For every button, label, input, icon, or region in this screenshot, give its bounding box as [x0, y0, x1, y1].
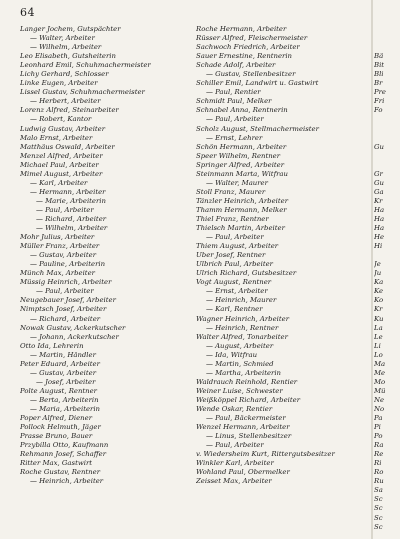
directory-entry: — Gustav, Stellenbesitzer: [206, 70, 296, 79]
directory-entry: Müssig Heinrich, Arbeiter: [20, 278, 112, 287]
cropped-entry-fragment: Hi: [374, 242, 383, 251]
directory-entry: Wagner Heinrich, Arbeiter: [196, 314, 290, 323]
directory-entry: Malo Ernst, Arbeiter: [20, 133, 93, 142]
directory-entry: Schnabel Anna, Rentnerin: [196, 106, 288, 115]
directory-entry: Schön Hermann, Arbeiter: [196, 142, 287, 151]
cropped-entry-fragment: Ku: [374, 314, 384, 323]
cropped-entry-fragment: Br: [374, 79, 383, 88]
cropped-entry-fragment: Sc: [374, 513, 383, 522]
directory-entry: — Martha, Arbeiterin: [206, 368, 281, 377]
cropped-entry-fragment: Ri: [374, 459, 382, 468]
cropped-entry-fragment: Ro: [374, 468, 384, 477]
directory-entry: Thamm Hermann, Melker: [196, 205, 287, 214]
directory-entry: Uber Josef, Rentner: [196, 251, 266, 260]
directory-entry: Sauer Ernestine, Rentnerin: [196, 52, 292, 61]
directory-entry: — Richard, Arbeiter: [36, 214, 107, 223]
cropped-entry-fragment: Mo: [374, 377, 386, 386]
directory-entry: Schiller Emil, Landwirt u. Gastwirt: [196, 79, 319, 88]
directory-entry: Münch Max, Arbeiter: [20, 269, 95, 278]
cropped-entry-fragment: Pa: [374, 414, 383, 423]
directory-entry: Menzel Alfred, Arbeiter: [20, 151, 103, 160]
directory-entry: — Wilhelm, Arbeiter: [30, 43, 102, 52]
cropped-entry-fragment: Me: [374, 368, 386, 377]
directory-entry: — Linus, Stellenbesitzer: [206, 432, 292, 441]
cropped-entry-fragment: Gr: [374, 169, 383, 178]
cropped-entry-fragment: Ju: [374, 269, 382, 278]
cropped-entry-fragment: Le: [374, 332, 383, 341]
directory-entry: Weiner Luise, Schwester: [196, 386, 283, 395]
directory-entry: — Paul, Arbeiter: [36, 205, 94, 214]
directory-entry: Ulrich Richard, Gutsbesitzer: [196, 269, 297, 278]
directory-entry: Weißköppel Richard, Arbeiter: [196, 395, 301, 404]
directory-entry: — Ida, Witfrau: [206, 350, 258, 359]
cropped-entry-fragment: Fo: [374, 106, 383, 115]
cropped-entry-fragment: Gu: [374, 142, 384, 151]
cropped-entry-fragment: Sc: [374, 495, 383, 504]
cropped-entry-fragment: Bli: [374, 70, 384, 79]
directory-entry: Przybilla Otto, Kaufmann: [20, 441, 109, 450]
directory-entry: Zeisset Max, Arbeiter: [196, 477, 272, 486]
directory-entry: — Paul, Arbeiter: [36, 287, 94, 296]
directory-entry: Schade Adolf, Arbeiter: [196, 61, 276, 70]
cropped-entry-fragment: Ga: [374, 187, 384, 196]
directory-entry: Peter Eduard, Arbeiter: [20, 359, 100, 368]
directory-entry: — Josef, Arbeiter: [36, 377, 96, 386]
directory-entry: — Martin, Schmied: [206, 359, 274, 368]
directory-entry: — Heinrich, Rentner: [206, 323, 279, 332]
right-column-fragments: [374, 25, 400, 532]
directory-entry: Wende Oskar, Rentier: [196, 404, 273, 413]
directory-entry: Langer Jochem, Gutspächter: [20, 25, 121, 33]
directory-entry: Thiel Franz, Rentner: [196, 214, 269, 223]
cropped-entry-fragment: [374, 152, 400, 161]
directory-entry: Prasse Bruno, Bauer: [20, 432, 93, 441]
cropped-entry-fragment: No: [374, 404, 385, 413]
cropped-entry-fragment: Ne: [374, 395, 385, 404]
directory-entry: Mimel August, Arbeiter: [20, 169, 103, 178]
directory-entry: — Wilhelm, Arbeiter: [36, 224, 108, 233]
directory-entry: Rüsser Alfred, Fleischermeister: [196, 34, 308, 43]
directory-entry: Walter Alfred, Tonarbeiter: [196, 332, 288, 341]
cropped-entry-fragment: Ha: [374, 224, 385, 233]
directory-entry: Sachwoch Friedrich, Arbeiter: [196, 43, 300, 52]
directory-entry: — Paul, Arbeiter: [206, 441, 264, 450]
directory-entry: — Karl, Rentner: [206, 305, 263, 314]
cropped-entry-fragment: Po: [374, 432, 383, 441]
directory-entry: Waldrauch Reinhold, Rentier: [196, 377, 298, 386]
cropped-entry-fragment: Ko: [374, 296, 384, 305]
cropped-entry-fragment: Ha: [374, 214, 385, 223]
directory-entry: — Berta, Arbeiterin: [30, 395, 99, 404]
cropped-entry-fragment: Li: [374, 341, 381, 350]
directory-entry: Springer Alfred, Arbeiter: [196, 160, 285, 169]
directory-entry: Rehmann Josef, Schaffer: [20, 450, 107, 459]
cropped-entry-fragment: Sa: [374, 486, 383, 495]
directory-entry: — Heinrich, Maurer: [206, 296, 277, 305]
directory-entry: Roche Hermann, Arbeiter: [196, 25, 287, 33]
directory-entry: Stoll Franz, Maurer: [196, 187, 266, 196]
cropped-entry-fragment: He: [374, 233, 385, 242]
directory-entry: Thiem August, Arbeiter: [196, 242, 279, 251]
cropped-entry-fragment: Bit: [374, 61, 385, 70]
cropped-entry-fragment: Sc: [374, 504, 383, 513]
directory-entry: — Herbert, Arbeiter: [30, 97, 101, 106]
middle-column: [196, 25, 370, 486]
cropped-entry-fragment: [374, 25, 400, 34]
directory-entry: Lichy Gerhard, Schlosser: [20, 70, 109, 79]
directory-entry: Tänzler Heinrich, Arbeiter: [196, 196, 289, 205]
directory-entry: Nowak Gustav, Ackerkutscher: [20, 323, 126, 332]
directory-entry: — Marie, Arbeiterin: [36, 196, 106, 205]
directory-entry: Michael Paul, Arbeiter: [20, 160, 99, 169]
cropped-entry-fragment: Mü: [374, 386, 386, 395]
directory-entry: — Walter, Maurer: [206, 178, 268, 187]
cropped-entry-fragment: Lo: [374, 350, 383, 359]
cropped-entry-fragment: [374, 251, 400, 260]
directory-entry: Linke Eugen, Arbeiter: [20, 79, 98, 88]
directory-entry: — August, Arbeiter: [206, 341, 274, 350]
cropped-entry-fragment: Ke: [374, 287, 384, 296]
directory-entry: — Paul, Arbeiter: [206, 233, 264, 242]
directory-entry: Müller Franz, Arbeiter: [20, 242, 100, 251]
directory-entry: Wenzel Hermann, Arbeiter: [196, 423, 290, 432]
cropped-entry-fragment: Kr: [374, 305, 383, 314]
cropped-entry-fragment: Pre: [374, 88, 387, 97]
directory-entry: — Hermann, Arbeiter: [30, 187, 106, 196]
directory-entry: Lissel Gustav, Schuhmachermeister: [20, 88, 145, 97]
directory-entry: — Gustav, Arbeiter: [30, 251, 96, 260]
cropped-entry-fragment: Pi: [374, 423, 381, 432]
directory-entry: — Ernst, Lehrer: [206, 133, 263, 142]
directory-entry: — Paul, Rentier: [206, 88, 261, 97]
directory-entry: — Walter, Arbeiter: [30, 34, 95, 43]
directory-entry: — Ernst, Arbeiter: [206, 287, 268, 296]
directory-entry: Steinmann Marta, Witfrau: [196, 169, 288, 178]
directory-entry: — Richard, Arbeiter: [30, 314, 101, 323]
cropped-entry-fragment: Fri: [374, 97, 385, 106]
cropped-entry-fragment: Ka: [374, 278, 384, 287]
directory-entry: Ulbrich Paul, Arbeiter: [196, 260, 273, 269]
cropped-entry-fragment: [374, 134, 400, 143]
directory-entry: Otto Ida, Lehrerin: [20, 341, 84, 350]
directory-entry: Polte August, Rentner: [20, 386, 97, 395]
directory-entry: Winkler Karl, Arbeiter: [196, 459, 274, 468]
directory-entry: Schmidt Paul, Melker: [196, 97, 272, 106]
directory-entry: Neugebauer Josef, Arbeiter: [20, 296, 116, 305]
directory-entry: Scholz August, Stellmachermeister: [196, 124, 319, 133]
cropped-entry-fragment: La: [374, 323, 383, 332]
directory-entry: — Pauline, Arbeiterin: [30, 260, 106, 269]
directory-entry: Pollock Helmuth, Jäger: [20, 423, 101, 432]
page-gutter: [371, 0, 373, 539]
directory-entry: Poper Alfred, Diener: [20, 414, 92, 423]
cropped-entry-fragment: Bä: [374, 52, 384, 61]
cropped-entry-fragment: Gu: [374, 178, 384, 187]
directory-entry: Leonhard Emil, Schuhmachermeister: [20, 61, 151, 70]
directory-entry: — Paul, Bäckermeister: [206, 414, 286, 423]
cropped-entry-fragment: [374, 161, 400, 170]
directory-entry: — Martin, Händler: [30, 350, 96, 359]
directory-entry: — Gustav, Arbeiter: [30, 368, 96, 377]
directory-entry: — Johann, Ackerkutscher: [30, 332, 119, 341]
directory-entry: — Robert, Kantor: [30, 115, 92, 124]
cropped-entry-fragment: [374, 115, 400, 124]
directory-entry: Leo Elisabeth, Gutsheiterin: [20, 52, 116, 61]
cropped-entry-fragment: [374, 34, 400, 43]
directory-entry: — Maria, Arbeiterin: [30, 404, 100, 413]
page-number: 64: [20, 6, 35, 19]
directory-entry: Lorenz Alfred, Steinarbeiter: [20, 106, 119, 115]
cropped-entry-fragment: Ha: [374, 205, 385, 214]
cropped-entry-fragment: Je: [374, 260, 381, 269]
directory-entry: Thielsch Martin, Arbeiter: [196, 224, 285, 233]
cropped-entry-fragment: [374, 125, 400, 134]
left-column: [20, 25, 190, 486]
cropped-entry-fragment: Kr: [374, 196, 383, 205]
directory-entry: Matthäus Oswald, Arbeiter: [20, 142, 115, 151]
directory-entry: Speer Wilhelm, Rentner: [196, 151, 281, 160]
cropped-entry-fragment: [374, 43, 400, 52]
cropped-entry-fragment: Re: [374, 450, 384, 459]
directory-entry: — Karl, Arbeiter: [30, 178, 88, 187]
directory-entry: Mohr Julius, Arbeiter: [20, 233, 95, 242]
cropped-entry-fragment: Ru: [374, 477, 384, 486]
directory-entry: Ritter Max, Gastwirt: [20, 459, 93, 468]
cropped-entry-fragment: Ra: [374, 441, 384, 450]
directory-entry: Nimptsch Josef, Arbeiter: [20, 305, 107, 314]
directory-entry: Wohland Paul, Obermelker: [196, 468, 290, 477]
directory-entry: — Paul, Arbeiter: [206, 115, 264, 124]
directory-entry: — Heinrich, Arbeiter: [30, 477, 104, 486]
cropped-entry-fragment: Ma: [374, 359, 386, 368]
directory-entry: v. Wiedersheim Kurt, Rittergutsbesitzer: [196, 450, 335, 459]
cropped-entry-fragment: Sc: [374, 522, 383, 531]
directory-entry: Ludwig Gustav, Arbeiter: [20, 124, 106, 133]
directory-entry: Vogt August, Rentner: [196, 278, 272, 287]
directory-entry: Roche Gustav, Rentner: [20, 468, 100, 477]
